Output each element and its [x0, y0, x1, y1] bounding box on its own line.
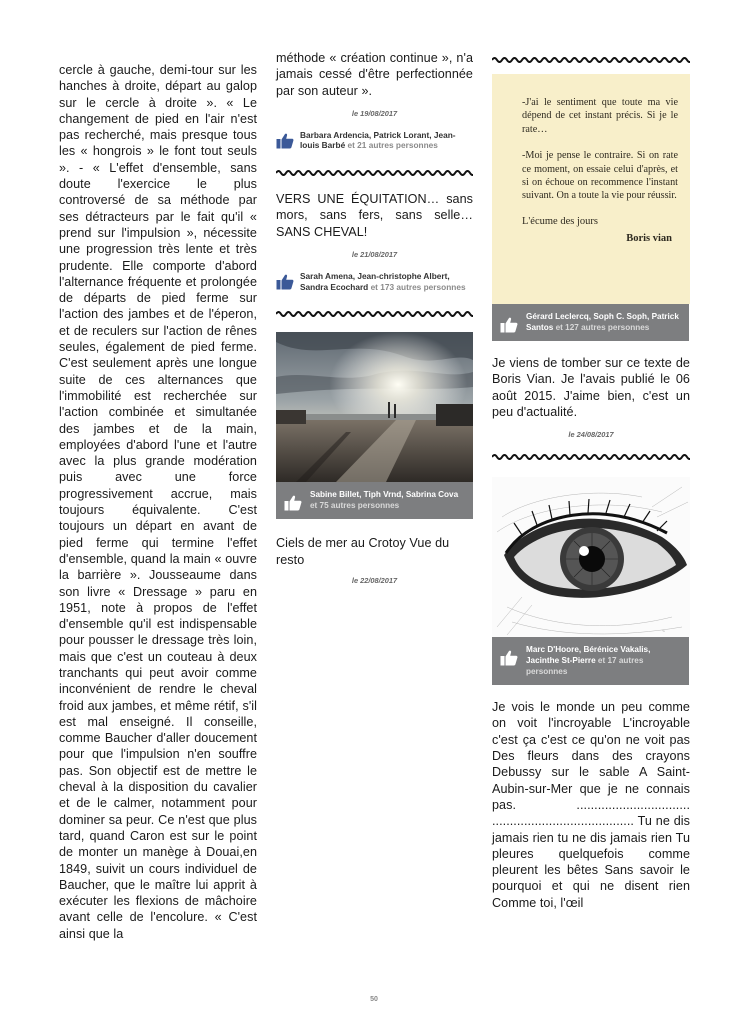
post-1 [492, 74, 690, 439]
photo-card [492, 477, 689, 685]
likes-text [310, 490, 465, 511]
post-2 [492, 477, 690, 911]
column-2 [276, 50, 473, 597]
post-date: le 22/08/2017 [351, 575, 398, 585]
like-thumb-icon [276, 133, 294, 149]
likes-names: Sarah Amena, Jean-christophe Albert, Sandra Ecochard [300, 270, 450, 292]
likes-names: Marc D'Hoore, Bérénice Vakalis, Jacinthe St-Pierre [526, 645, 651, 665]
post-date: le 19/08/2017 [351, 108, 398, 118]
likes-more: et 17 autres personnes [526, 655, 644, 676]
svg-text:~: ~ [662, 629, 665, 636]
wave-divider [492, 453, 690, 461]
wave-divider [492, 56, 690, 64]
wave-divider [276, 169, 473, 177]
post-text: Ciels de mer au Crotoy Vue du resto [276, 536, 450, 567]
post-1 [276, 50, 473, 151]
likes-more: et 75 autres personnes [310, 500, 400, 510]
photo-card [276, 332, 473, 519]
wave-divider [276, 310, 473, 318]
column-3 [492, 56, 690, 911]
likes-more: et 127 autres personnes [555, 322, 650, 332]
likes-row [276, 271, 473, 292]
quote-image [492, 74, 690, 304]
likes-names: Sabine Billet, Tiph Vrnd, Sabrina Cova [310, 490, 459, 500]
beach-sunset-photo [276, 332, 473, 482]
likes-bar [492, 637, 689, 685]
post-text: Je vois le monde un peu comme on voit l'incroyable L'incroyable c'est ça c'est ce qu'on ne voit pas Des fleurs dans des crayons Debussy sur le sable A Saint-Aubin-sur-Mer que je ne connais pas. ................................ ........................................ Tu ne dis jamais rien tu ne dis jamais rien Tu pleures quelquefois comme pleurent les bêtes Sans savoir le pourquoi et qui ne disent rien Comme toi, l'œil [492, 700, 690, 910]
like-thumb-icon [284, 495, 302, 511]
likes-bar [492, 304, 689, 341]
like-thumb-icon [500, 650, 518, 666]
like-thumb-icon [276, 274, 294, 290]
post-date: le 24/08/2017 [568, 430, 614, 440]
like-thumb-icon [500, 317, 518, 333]
likes-more: et 173 autres personnes [370, 281, 466, 292]
likes-text [526, 645, 681, 677]
post-text: Je viens de tomber sur ce texte de Boris Vian. Je l'avais publié le 06 août 2015. J'aime bien, c'est un peu d'actualité. [492, 356, 690, 420]
quote-paragraph: -Moi je pense le contraire. Si on rate ce moment, on essaie celui d'après, et si on échoue on recommence l'instant suivant. On a toute la vie pour réussir. [522, 150, 678, 202]
post-3 [276, 332, 473, 585]
likes-text [300, 130, 473, 151]
post-date: le 21/08/2017 [351, 249, 398, 259]
quote-paragraph: -J'ai le sentiment que toute ma vie dépend de cet instant précis. Si je le rate… [522, 97, 678, 135]
author-name: Boris vian [626, 232, 672, 244]
likes-more: et 21 autres personnes [347, 140, 438, 151]
book-title: L'écume des jours [522, 215, 598, 227]
likes-names: Barbara Ardencia, Patrick Lorant, Jean-louis Barbé [300, 129, 456, 151]
page-number: 50 [370, 996, 378, 1003]
quote-card [492, 74, 689, 341]
article-text: cercle à gauche, demi-tour sur les hanches à droite, départ au galop sur le cercle à droite ». « Le changement de pied en l'air n'est pas recherché, mais presque tous les « hongrois » le font tout seuls ». - « L'effet d'ensemble, sans doute l'exercice le plus controversé de sa méthode par ses détracteurs par le fait qu'il « prend sur l'impulsion », nécessite une progression très lente et très prudente. Elle comporte d'abord l'alternance fréquente et prolongée de départs de pied ferme sur l'action des jambes et de l'éperon, et de reculers sur l'action de rênes seules, également de pied ferme. C'est seulement après une longue suite de ces alternances que l'immobilité est recherchée sur l'action combinée et simultanée des jambes et de la main, employées d'abord l'une et l'autre avec la plus grande modération puis avec une force progressivement accrue, mais toujours équivalente. C'est toujours un départ en avant de pied ferme qui termine l'effet d'ensemble, quand la main « ouvre la barrière ». Jousseaume dans son livre « Dressage » paru en 1951, note à propos de l'effet d'ensemble qu'il est indispensable pour pousser le dressage très loin, mais que c'est un couteau à deux tranchants qui peut avoir comme inconvénient de rendre le cheval froid aux jambes, et même rétif, s'il est mal enseigné. Il conseille, comme Baucher d'aller doucement pour que l'impulsion n'en souffre pas. Son objectif est de mettre le cheval à la disposition du cavalier et de le calmer, notamment pour dominer sa peur. Ce n'est que plus tard, quand Caron est sur le point de monter un manège à Douai,en 1849, suivit un cours individuel de Baucher, que le maître lui apprit à exécuter les flexions de mâchoire avant celle de l'encolure. « C'est ainsi que la [59, 63, 257, 941]
likes-bar [276, 482, 473, 519]
likes-row [276, 130, 473, 151]
eye-drawing [492, 477, 690, 637]
post-text: méthode « création continue », n'a jamais cessé d'être perfectionnée par son auteur ». [276, 51, 473, 98]
likes-text [300, 271, 473, 292]
likes-text [526, 312, 681, 333]
post-text: VERS UNE ÉQUITATION… sans mors, sans fers, sans selle… SANS CHEVAL! [276, 192, 473, 239]
column-1 [59, 62, 257, 942]
likes-names: Gérard Leclercq, Soph C. Soph, Patrick Santos [526, 312, 679, 332]
post-2 [276, 191, 473, 292]
